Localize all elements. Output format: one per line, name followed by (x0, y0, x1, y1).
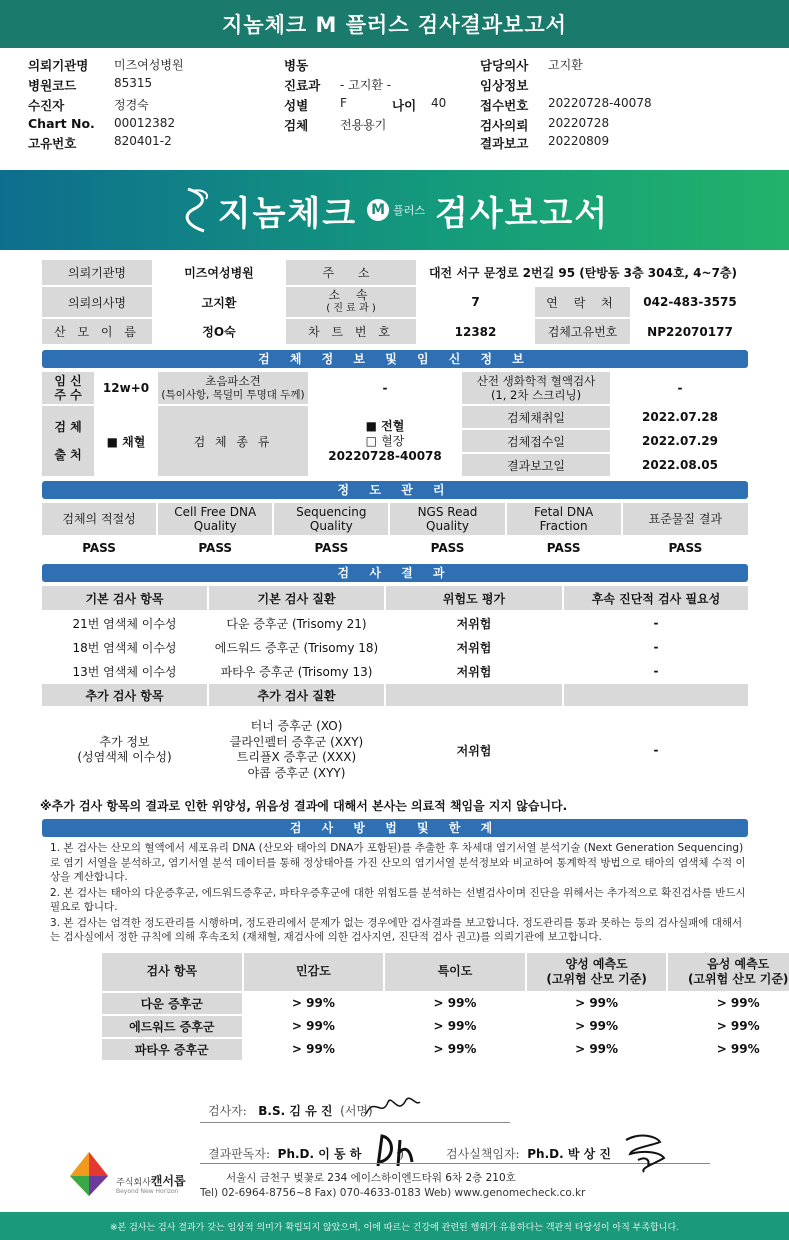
dept-value: 7 (471, 295, 480, 309)
info-label: 병동 (284, 58, 309, 73)
qc-value: PASS (82, 541, 116, 555)
info-label: 수진자 (28, 98, 65, 113)
info-value: 00012382 (114, 116, 176, 130)
type-value (310, 406, 460, 476)
director-label: 검사실책임자: (446, 1147, 520, 1161)
qc-value: PASS (314, 541, 349, 555)
tester-suffix: (서명) (340, 1104, 373, 1118)
info-label: 검체 (284, 118, 309, 133)
screen-label-line2: (1, 2차 스크리닝) (490, 388, 582, 402)
product-banner (0, 170, 789, 250)
doctor-value: 고지환 (201, 295, 237, 310)
tester-line (200, 1122, 510, 1123)
extra-disease: 터너 증후군 (XO) (250, 719, 343, 733)
type-opt2-text: 혈장 (381, 433, 405, 448)
org-value: 미즈여성병원 (184, 266, 254, 280)
reviewer-handwritten-signature (372, 1132, 418, 1170)
result-disease: 다운 증후군 (Trisomy 21) (226, 616, 367, 631)
qc-header-line2: Quality (426, 519, 469, 533)
perf-row (102, 993, 789, 1014)
phone-label: 연 락 처 (535, 287, 630, 317)
perf-value: > 99% (433, 1019, 477, 1033)
section-method: 검 사 방 법 및 한 계 (42, 819, 748, 837)
result-header: 후속 진단적 검사 필요성 (564, 586, 748, 610)
qc-header-line2: Fraction (539, 519, 588, 533)
addr-value: 대전 서구 문정로 2번길 95 (탄방동 3층 304호, 4~7층) (428, 266, 738, 280)
extra-item (42, 708, 207, 792)
extra-item-line2: (성염색체 이수성) (77, 750, 172, 764)
result-row (42, 636, 748, 658)
section-results: 검 사 결 과 (42, 564, 748, 582)
age-label: 나이 (392, 98, 417, 113)
source-label-line1: 검 체 (54, 420, 82, 434)
us-label (158, 372, 308, 404)
info-label: 접수번호 (480, 98, 529, 113)
perf-value: > 99% (433, 996, 477, 1010)
perf-value: > 99% (433, 1042, 477, 1056)
info-label: 고유번호 (28, 136, 77, 151)
chart-value: 12382 (454, 324, 497, 339)
perf-row (102, 1039, 789, 1060)
extra-item-header: 추가 검사 항목 (42, 684, 207, 706)
source-label-line2: 출 처 (54, 448, 82, 462)
receive-label: 검체접수일 (462, 430, 610, 452)
qc-header (623, 503, 748, 535)
result-followup: - (653, 664, 659, 678)
perf-value: > 99% (716, 1019, 760, 1033)
source-text: 채혈 (122, 434, 146, 449)
perf-header-line1: 민감도 (296, 964, 331, 978)
dept-sublabel: ( 진 료 과 ) (326, 303, 376, 314)
qc-header-line1: Cell Free DNA (174, 505, 257, 519)
perf-header-line1: 음성 예측도 (707, 956, 770, 971)
tester-signature (208, 1102, 373, 1119)
result-disease: 에드워드 증후군 (Trisomy 18) (214, 640, 379, 655)
perf-value: > 99% (716, 996, 760, 1010)
qc-value: PASS (546, 541, 581, 555)
age-value: 40 (431, 96, 447, 110)
reviewer-label: 결과판독자: (208, 1147, 271, 1161)
report-date-label: 결과보고일 (462, 454, 610, 476)
banner-report: 검사보고서 (435, 193, 610, 234)
company-contact: Tel) 02-6964-8756~8 Fax) 070-4633-0183 Web) www.genomecheck.co.kr (200, 1187, 586, 1199)
order-info (0, 52, 789, 152)
footer-disclaimer: ※본 검사는 검사 결과가 갖는 임상적 의미가 확립되지 않았으며, 이에 따르는 건강에 관련된 행위가 유용하다는 객관적 타당성이 아직 부족합니다. (0, 1212, 789, 1240)
qc-header-line1: 표준물질 결과 (648, 512, 723, 526)
info-value: 전용용기 (340, 118, 387, 132)
info-value: 미즈여성병원 (114, 58, 184, 72)
method-item: 3. 본 검사는 엄격한 정도관리를 시행하며, 정도관리에서 문제가 없는 경우에만 검사결과를 보고합니다. 정도관리를 통과 못하는 등의 검사실패에 대해서는 검사실에서 정한 규칙에 의해 후속조치 (재채혈, 재검사에 의한 검사지연, 진단적 검사 권고)를 의뢰기관에 보고합니다. (50, 916, 743, 943)
source-checkbox-icon: ■ (106, 434, 118, 449)
extra-disease: 트리플X 증후군 (XXX) (236, 750, 357, 764)
result-followup: - (653, 640, 659, 654)
qc-table (40, 501, 750, 561)
result-header: 위험도 평가 (386, 586, 562, 610)
company-prefix: 주식회사 (116, 1178, 151, 1188)
method-item: 1. 본 검사는 산모의 혈액에서 세포유리 DNA (산모와 태아의 DNA가 포함된)를 추출한 후 차세대 염기서열 분석기술 (Next Generation Sequencing)로 염기 서열을 분석하고, 염기서열 분석 데이터를 통해 정상태아를 가진 산모의 염기서열 분석정보와 비교하여 통계학적 방법으로 태아의 염색체 수적 이상을 계산합니다. (50, 842, 746, 883)
type-opt2-checkbox-icon: □ (365, 433, 377, 448)
result-header: 기본 검사 질환 (209, 586, 384, 610)
qc-value: PASS (198, 541, 233, 555)
report-body (40, 258, 789, 1062)
qc-header (158, 503, 272, 535)
tester-label: 검사자: (208, 1104, 247, 1118)
extra-blank-header-1 (386, 684, 562, 706)
qc-header (42, 503, 156, 535)
tester-handwritten-signature (362, 1092, 422, 1122)
results-note: ※추가 검사 항목의 결과로 인한 위양성, 위음성 결과에 대해서 본사는 의료적 책임을 지지 않습니다. (40, 799, 568, 813)
section-qc: 정 도 관 리 (42, 481, 748, 499)
director-handwritten-signature (620, 1130, 670, 1174)
extra-followup: - (653, 743, 659, 757)
info-label: 의뢰기관명 (28, 58, 89, 73)
type-opt1-text: 전혈 (381, 418, 405, 433)
qc-value: PASS (430, 541, 465, 555)
perf-value: > 99% (291, 1042, 335, 1056)
result-item: 13번 염색체 이수성 (72, 664, 177, 679)
source-value (96, 406, 156, 476)
result-item: 21번 염색체 이수성 (72, 616, 177, 631)
specimen-table (40, 370, 750, 478)
org-label: 의뢰기관명 (42, 260, 152, 285)
extra-disease: 야콥 증후군 (XYY) (247, 765, 346, 780)
info-value: 85315 (114, 76, 153, 90)
specimen-id-value: NP22070177 (647, 324, 733, 339)
results-table (40, 584, 750, 794)
result-item: 18번 염색체 이수성 (72, 640, 177, 655)
reviewer-suffix: ) (399, 1147, 404, 1161)
perf-item: 파타우 증후군 (102, 1039, 242, 1060)
extra-diseases (209, 708, 384, 792)
qc-header-line1: 검체의 적절성 (62, 512, 136, 526)
ga-label-line2: 주 수 (54, 388, 82, 402)
doctor-label: 의뢰의사명 (42, 287, 152, 317)
qc-header (274, 503, 388, 535)
qc-header-line1: NGS Read (417, 505, 478, 519)
result-risk: 저위험 (456, 664, 492, 679)
perf-header (527, 953, 667, 991)
director-signature (446, 1145, 611, 1162)
extra-item-line1: 추가 정보 (99, 735, 150, 749)
qc-header-line2: Quality (193, 519, 237, 533)
perf-item: 다운 증후군 (102, 993, 242, 1014)
qc-header (390, 503, 504, 535)
collect-value: 2022.07.28 (642, 410, 718, 424)
company-slogan: Beyond New Horizon (116, 1188, 179, 1195)
banner-m-badge: M (367, 199, 389, 221)
company-name (116, 1172, 186, 1189)
qc-header-line1: Sequencing (296, 505, 367, 519)
qc-value: PASS (668, 541, 703, 555)
result-row (42, 612, 748, 634)
tester-name: B.S. 김 유 진 (258, 1104, 333, 1118)
section-specimen: 검 체 정 보 및 임 신 정 보 (42, 350, 748, 368)
dept-label-cell (286, 287, 416, 317)
info-value: 고지환 (548, 58, 583, 72)
info-value: 20220809 (548, 134, 610, 148)
info-label: 진료과 (284, 78, 321, 93)
info-value: - 고지환 - (340, 78, 392, 92)
banner-plus: 플러스 (393, 204, 426, 217)
mother-name-label: 산 모 이 름 (42, 319, 152, 344)
perf-header-line1: 검사 항목 (146, 964, 198, 978)
extra-blank-header-2 (564, 684, 748, 706)
result-disease: 파타우 증후군 (Trisomy 13) (220, 664, 373, 679)
method-item: 2. 본 검사는 태아의 다운증후군, 에드워드증후군, 파타우증후군에 대한 위험도를 분석하는 선별검사이며 진단을 위해서는 추가적으로 확진검사를 반드시 필요로 합니다. (50, 886, 746, 913)
perf-header-line1: 양성 예측도 (565, 956, 628, 971)
dna-logo-icon (180, 185, 214, 235)
info-value: 정경숙 (114, 98, 149, 112)
perf-header (385, 953, 525, 991)
company-logo-icon (68, 1150, 110, 1198)
perf-header (244, 953, 384, 991)
screen-value: - (677, 381, 683, 395)
perf-header-line2: (고위험 산모 기준) (546, 971, 647, 986)
qc-header (507, 503, 621, 535)
info-label: Chart No. (28, 116, 95, 131)
chart-label: 차 트 번 호 (286, 319, 416, 344)
perf-value: > 99% (575, 996, 619, 1010)
qc-header-line1: Fetal DNA (534, 505, 594, 519)
perf-item: 에드워드 증후군 (102, 1016, 242, 1037)
perf-value: > 99% (291, 996, 335, 1010)
company-address: 서울시 금천구 벚꽃로 234 에이스하이엔드타워 6차 2층 210호 (226, 1172, 516, 1184)
receive-value: 2022.07.29 (642, 434, 718, 448)
screen-label (462, 372, 610, 404)
perf-header-line2: (고위험 산모 기준) (687, 971, 789, 986)
result-header: 기본 검사 항목 (42, 586, 207, 610)
addr-label: 주 소 (286, 260, 416, 285)
result-row (42, 660, 748, 682)
qc-header-line2: Quality (309, 519, 353, 533)
perf-header (102, 953, 242, 991)
result-risk: 저위험 (456, 616, 492, 631)
info-value: 820401-2 (114, 134, 172, 148)
extra-disease: 클라인펠터 증후군 (XXY) (229, 734, 364, 749)
specimen-id-label: 검체고유번호 (535, 319, 630, 344)
director-name: Ph.D. 박 상 진 (527, 1147, 611, 1161)
patient-table (40, 258, 750, 346)
ga-label-line1: 임 신 (54, 374, 82, 388)
info-label: 임상정보 (480, 78, 529, 93)
ga-label (42, 372, 94, 404)
info-value: 20220728 (548, 116, 610, 130)
perf-value: > 99% (716, 1042, 760, 1056)
report-date-value: 2022.08.05 (642, 458, 718, 472)
report-title: 지놈체크 M 플러스 검사결과보고서 (0, 0, 789, 48)
type-label: 검 체 종 류 (158, 406, 308, 476)
info-value: 20220728-40078 (548, 96, 652, 110)
perf-header-line1: 특이도 (437, 964, 473, 978)
perf-value: > 99% (291, 1019, 335, 1033)
type-opt1-checkbox-icon: ■ (365, 418, 377, 433)
info-label: 성별 (284, 98, 309, 113)
us-label-line1: 초음파소견 (205, 374, 261, 388)
result-risk: 저위험 (456, 640, 492, 655)
info-label: 병원코드 (28, 78, 77, 93)
screen-label-line1: 산전 생화학적 혈액검사 (476, 374, 596, 388)
info-label: 결과보고 (480, 136, 529, 151)
extra-risk: 저위험 (456, 743, 492, 758)
perf-value: > 99% (575, 1019, 619, 1033)
result-followup: - (653, 616, 659, 630)
info-value: F (340, 96, 347, 110)
info-label: 검사의뢰 (480, 118, 529, 133)
mother-name-value: 정O숙 (202, 325, 236, 339)
company-brand: 캔서롭 (150, 1174, 186, 1188)
banner-brand: 지놈체크 (217, 193, 358, 234)
type-id: 20220728-40078 (328, 448, 442, 463)
performance-table (100, 951, 789, 1062)
ga-value: 12w+0 (102, 381, 150, 395)
method-list (40, 841, 750, 945)
perf-header (668, 953, 789, 991)
phone-value: 042-483-3575 (643, 295, 737, 309)
perf-row (102, 1016, 789, 1037)
info-label: 담당의사 (480, 58, 529, 73)
extra-disease-header: 추가 검사 질환 (209, 684, 384, 706)
reviewer-name: Ph.D. 이 동 하 (277, 1147, 362, 1161)
us-value: - (382, 381, 388, 395)
source-label (42, 406, 94, 476)
perf-value: > 99% (575, 1042, 619, 1056)
us-label-line2: (특이사항, 목덜미 투명대 두께) (161, 389, 305, 401)
dept-label: 소 속 (328, 288, 374, 302)
collect-label: 검체채취일 (462, 406, 610, 428)
